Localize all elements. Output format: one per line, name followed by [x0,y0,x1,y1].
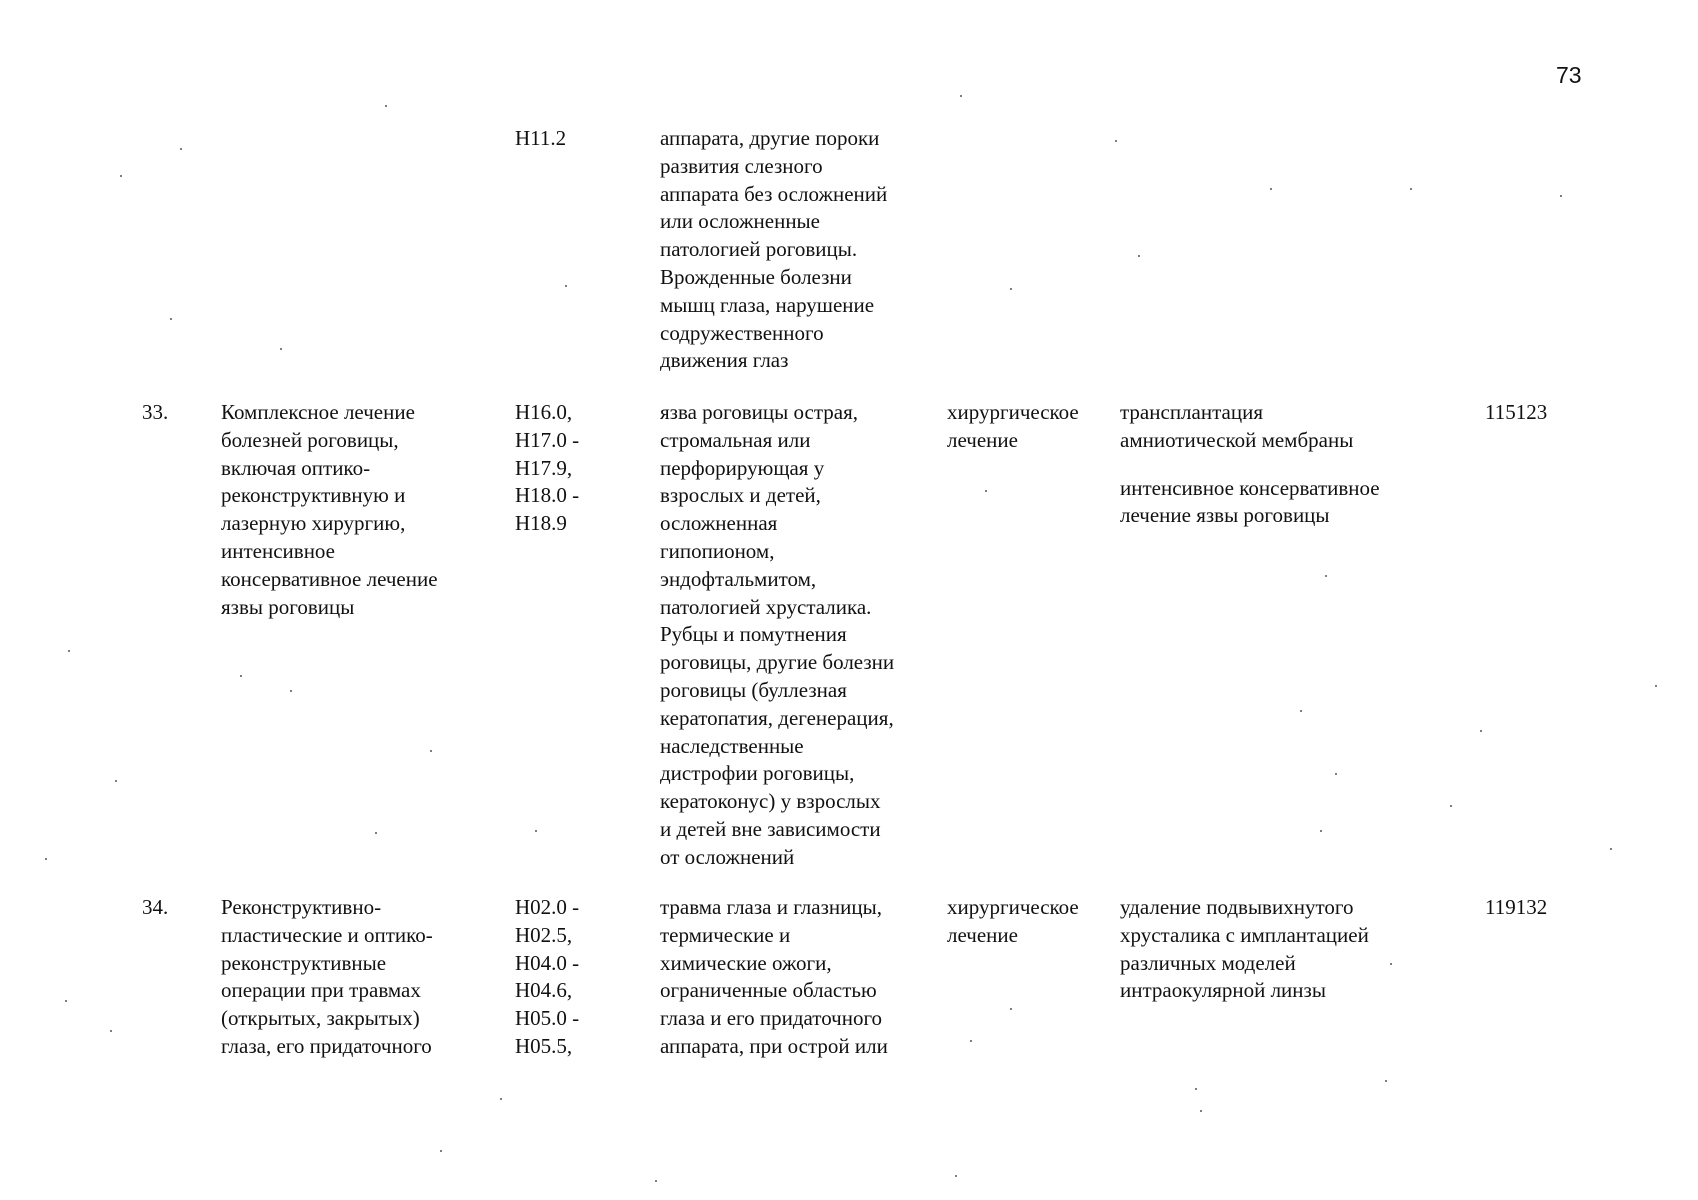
icd-codes-cell [515,399,579,538]
treatment-type-cell [947,399,1079,455]
scan-speck [1335,773,1337,775]
patient-model-line: роговицы (буллезная [660,677,847,702]
icd-code: H17.9, [515,455,573,480]
treatment-method-line: хрусталика с имплантацией [1120,922,1369,947]
treatment-name-line: операции при травмах [221,978,421,1003]
scan-speck [1270,188,1272,190]
treatment-type-line: хирургическое [947,400,1079,424]
icd-code: H02.5, [515,922,573,947]
patient-model-line: травма глаза и глазницы, [660,895,882,919]
scan-speck [1010,288,1012,290]
scan-speck [955,1175,957,1177]
treatment-name-line: лазерную хирургию, [221,511,406,536]
patient-model-line: кератоконус) у взрослых [660,789,881,814]
patient-model-line: термические и [660,922,791,947]
treatment-method-line: удаление подвывихнутого [1120,895,1354,919]
scan-speck [280,348,282,350]
scan-speck [1010,1008,1012,1010]
treatment-method-line: лечение язвы роговицы [1120,503,1330,528]
scan-speck [1390,963,1392,965]
scan-speck [565,285,567,287]
treatment-name-line: Комплексное лечение [221,400,415,424]
icd-code: H02.0 - [515,895,580,919]
treatment-name-line: реконструктивную и [221,483,406,508]
scan-speck [65,1000,67,1002]
patient-model-line: гипопионом, [660,538,775,563]
patient-model-line: мышц глаза, нарушение [660,292,875,317]
treatment-name-cell [221,894,433,1061]
patient-model-line: взрослых и детей, [660,483,821,508]
treatment-method [1120,399,1380,455]
scan-speck [180,148,182,150]
icd-code: H11.2 [515,126,567,150]
patient-model-line: аппарата без осложнений [660,181,888,206]
patient-model-cell [660,894,888,1061]
scan-speck [1480,730,1482,732]
treatment-name-line: глаза, его придаточного [221,1033,432,1058]
patient-model-line: аппарата, при острой или [660,1033,888,1058]
treatment-name-line: реконструктивные [221,950,387,975]
scan-speck [385,105,387,107]
treatment-method-line: трансплантация [1120,400,1263,424]
patient-model-line: содружественного [660,320,824,345]
scan-speck [985,490,987,492]
patient-model-line: кератопатия, дегенерация, [660,705,894,730]
patient-model-line: или осложненные [660,209,820,234]
treatment-name-line: пластические и оптико- [221,922,433,947]
treatment-name-line: включая оптико- [221,455,371,480]
patient-model-line: перфорирующая у [660,455,825,480]
icd-code: H18.0 - [515,483,580,508]
treatment-name-cell [221,399,438,621]
patient-model-line: глаза и его придаточного [660,1006,883,1031]
icd-code: H18.9 [515,511,567,536]
treatment-name-line: (открытых, закрытых) [221,1006,420,1031]
treatment-name-line: Реконструктивно- [221,895,382,919]
scan-speck [45,858,47,860]
scan-speck [1325,575,1327,577]
treatment-method-line: различных моделей [1120,950,1296,975]
scan-speck [170,318,172,320]
scan-speck [1410,188,1412,190]
scan-speck [970,1040,972,1042]
scan-speck [290,690,292,692]
treatment-type-line: хирургическое [947,895,1079,919]
scan-speck [1560,195,1562,197]
patient-model-line: и детей вне зависимости [660,816,881,841]
scan-speck [1320,830,1322,832]
icd-codes-cell [515,125,566,153]
scan-speck [1115,140,1117,142]
scan-speck [110,1030,112,1032]
treatment-method-line: интраокулярной линзы [1120,978,1326,1003]
treatment-name-line: консервативное лечение [221,566,438,591]
row-number: 33. [142,400,169,424]
scan-speck [115,780,117,782]
patient-model-line: эндофтальмитом, [660,566,817,591]
patient-model-line: патологией хрусталика. [660,594,872,619]
patient-model-line: роговицы, другие болезни [660,650,895,675]
patient-model-line: Рубцы и помутнения [660,622,847,647]
scan-speck [120,175,122,177]
page-number: 73 [1556,62,1582,88]
scan-speck [440,1150,442,1152]
scan-speck [1300,710,1302,712]
treatment-methods-cell [1120,399,1380,530]
cost-norm: 115123 [1485,400,1548,424]
scan-speck [1200,1110,1202,1112]
patient-model-line: от осложнений [660,844,795,869]
treatment-name-line: болезней роговицы, [221,427,399,452]
patient-model-line: химические ожоги, [660,950,832,975]
scan-speck [430,750,432,752]
scan-speck [1450,805,1452,807]
patient-model-line: стромальная или [660,427,811,452]
scan-speck [1385,1080,1387,1082]
cost-norm: 119132 [1485,895,1548,919]
icd-code: H05.0 - [515,1006,580,1031]
scan-speck [1138,255,1140,257]
treatment-type-line: лечение [947,922,1018,947]
patient-model-line: язва роговицы острая, [660,400,859,424]
icd-code: H05.5, [515,1033,573,1058]
icd-code: H17.0 - [515,427,580,452]
scan-speck [68,650,70,652]
treatment-method-line: амниотической мембраны [1120,427,1354,452]
treatment-name-line: язвы роговицы [221,594,355,619]
scan-speck [655,1180,657,1182]
scan-speck [960,95,962,97]
treatment-type-cell [947,894,1079,950]
patient-model-line: ограниченные областью [660,978,877,1003]
scan-speck [375,832,377,834]
treatment-type-line: лечение [947,427,1018,452]
patient-model-line: наследственные [660,733,804,758]
treatment-method-line: интенсивное консервативное [1120,475,1380,500]
patient-model-line: развития слезного [660,153,823,178]
patient-model-cell [660,125,887,375]
row-number: 34. [142,895,169,919]
patient-model-line: Врожденные болезни [660,264,852,289]
scan-speck [500,1098,502,1100]
patient-model-line: осложненная [660,511,778,536]
treatment-method [1120,475,1380,531]
patient-model-line: дистрофии роговицы, [660,761,855,786]
treatment-name-line: интенсивное [221,538,336,563]
patient-model-line: аппарата, другие пороки [660,126,880,150]
scan-speck [1195,1088,1197,1090]
treatment-method [1120,894,1369,1005]
patient-model-cell [660,399,894,872]
scan-speck [535,830,537,832]
patient-model-line: патологией роговицы. [660,237,858,262]
scan-speck [1655,685,1657,687]
icd-code: H16.0, [515,400,573,424]
icd-code: H04.6, [515,978,573,1003]
patient-model-line: движения глаз [660,348,789,373]
treatment-methods-cell [1120,894,1369,1005]
scan-speck [1610,848,1612,850]
icd-code: H04.0 - [515,950,580,975]
scan-speck [240,675,242,677]
icd-codes-cell [515,894,579,1061]
